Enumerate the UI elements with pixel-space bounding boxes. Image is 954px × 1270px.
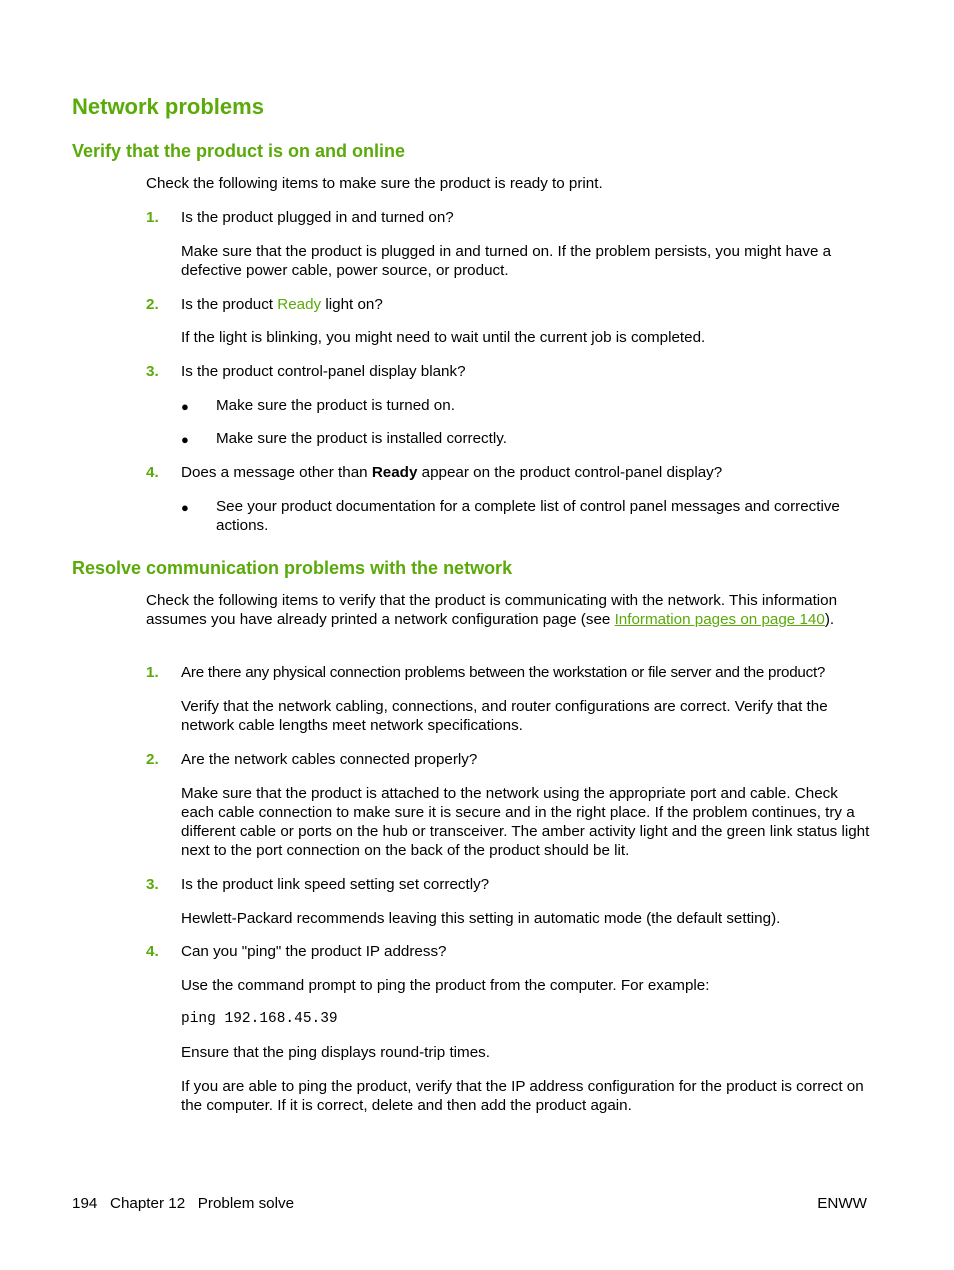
ready-message: Ready bbox=[371, 464, 418, 481]
step-answer: Hewlett-Packard recommends leaving this setting in automatic mode (the default setting). bbox=[181, 910, 781, 927]
step-number: 2. bbox=[146, 296, 159, 313]
step-answer: If you are able to ping the product, verify that the IP address configuration for the product is correct on the computer. If it is correct, delete and then add the product again. bbox=[181, 1078, 864, 1114]
section-intro: Check the following items to make sure the product is ready to print. bbox=[146, 175, 603, 192]
bullet-text: Make sure the product is turned on. bbox=[216, 397, 455, 414]
section-intro: Check the following items to verify that the product is communicating with the network. This information assumes you have already printed a network configuration page (see Information pages on page 140). bbox=[146, 592, 838, 628]
step-question: Is the product Ready light on? bbox=[181, 296, 383, 313]
bullet-text: See your product documentation for a complete list of control panel messages and corrective actions. bbox=[216, 498, 840, 534]
bullet-icon: ● bbox=[181, 399, 189, 414]
step-number: 1. bbox=[146, 664, 159, 681]
step-number: 1. bbox=[146, 209, 159, 226]
step-question: Is the product link speed setting set correctly? bbox=[181, 876, 490, 893]
step-question: Can you "ping" the product IP address? bbox=[181, 943, 447, 960]
information-pages-link[interactable]: Information pages on page 140 bbox=[614, 611, 825, 628]
page-title: Network problems bbox=[72, 94, 264, 119]
footer-page-info: 194 Chapter 12 Problem solve bbox=[72, 1195, 295, 1212]
step-number: 4. bbox=[146, 943, 159, 960]
bullet-icon: ● bbox=[181, 432, 189, 447]
step-number: 3. bbox=[146, 363, 159, 380]
step-question: Are the network cables connected properly? bbox=[181, 751, 478, 768]
section-heading-resolve: Resolve communication problems with the network bbox=[72, 558, 513, 578]
step-number: 3. bbox=[146, 876, 159, 893]
footer-locale: ENWW bbox=[817, 1195, 867, 1212]
ready-term: Ready bbox=[277, 296, 322, 313]
bullet-text: Make sure the product is installed correctly. bbox=[216, 430, 507, 447]
step-answer: Make sure that the product is plugged in and turned on. If the problem persists, you might have a defective power cable, power source, or product. bbox=[181, 243, 832, 279]
step-number: 2. bbox=[146, 751, 159, 768]
step-question: Is the product control-panel display blank? bbox=[181, 363, 466, 380]
step-answer: Verify that the network cabling, connections, and router configurations are correct. Verify that the network cable lengths meet network specifications. bbox=[181, 698, 828, 734]
step-answer: Use the command prompt to ping the product from the computer. For example: bbox=[181, 977, 710, 994]
step-number: 4. bbox=[146, 464, 159, 481]
step-question: Is the product plugged in and turned on? bbox=[181, 209, 454, 226]
step-answer: Ensure that the ping displays round-trip times. bbox=[181, 1044, 490, 1061]
ping-command: ping 192.168.45.39 bbox=[181, 1011, 338, 1027]
bullet-icon: ● bbox=[181, 500, 189, 515]
step-question: Are there any physical connection problems between the workstation or file server and the product? bbox=[181, 664, 826, 681]
section-heading-verify: Verify that the product is on and online bbox=[72, 141, 406, 161]
step-question: Does a message other than Ready appear on the product control-panel display? bbox=[181, 464, 723, 481]
step-answer: Make sure that the product is attached to the network using the appropriate port and cable. Check each cable connection to make sure it is secure and in the right place. If the problem continues, try a different cable or ports on the hub or transceiver. The amber activity light and the green link status light next to the port connection on the back of the product should be lit. bbox=[181, 785, 870, 859]
step-answer: If the light is blinking, you might need to wait until the current job is completed. bbox=[181, 329, 706, 346]
